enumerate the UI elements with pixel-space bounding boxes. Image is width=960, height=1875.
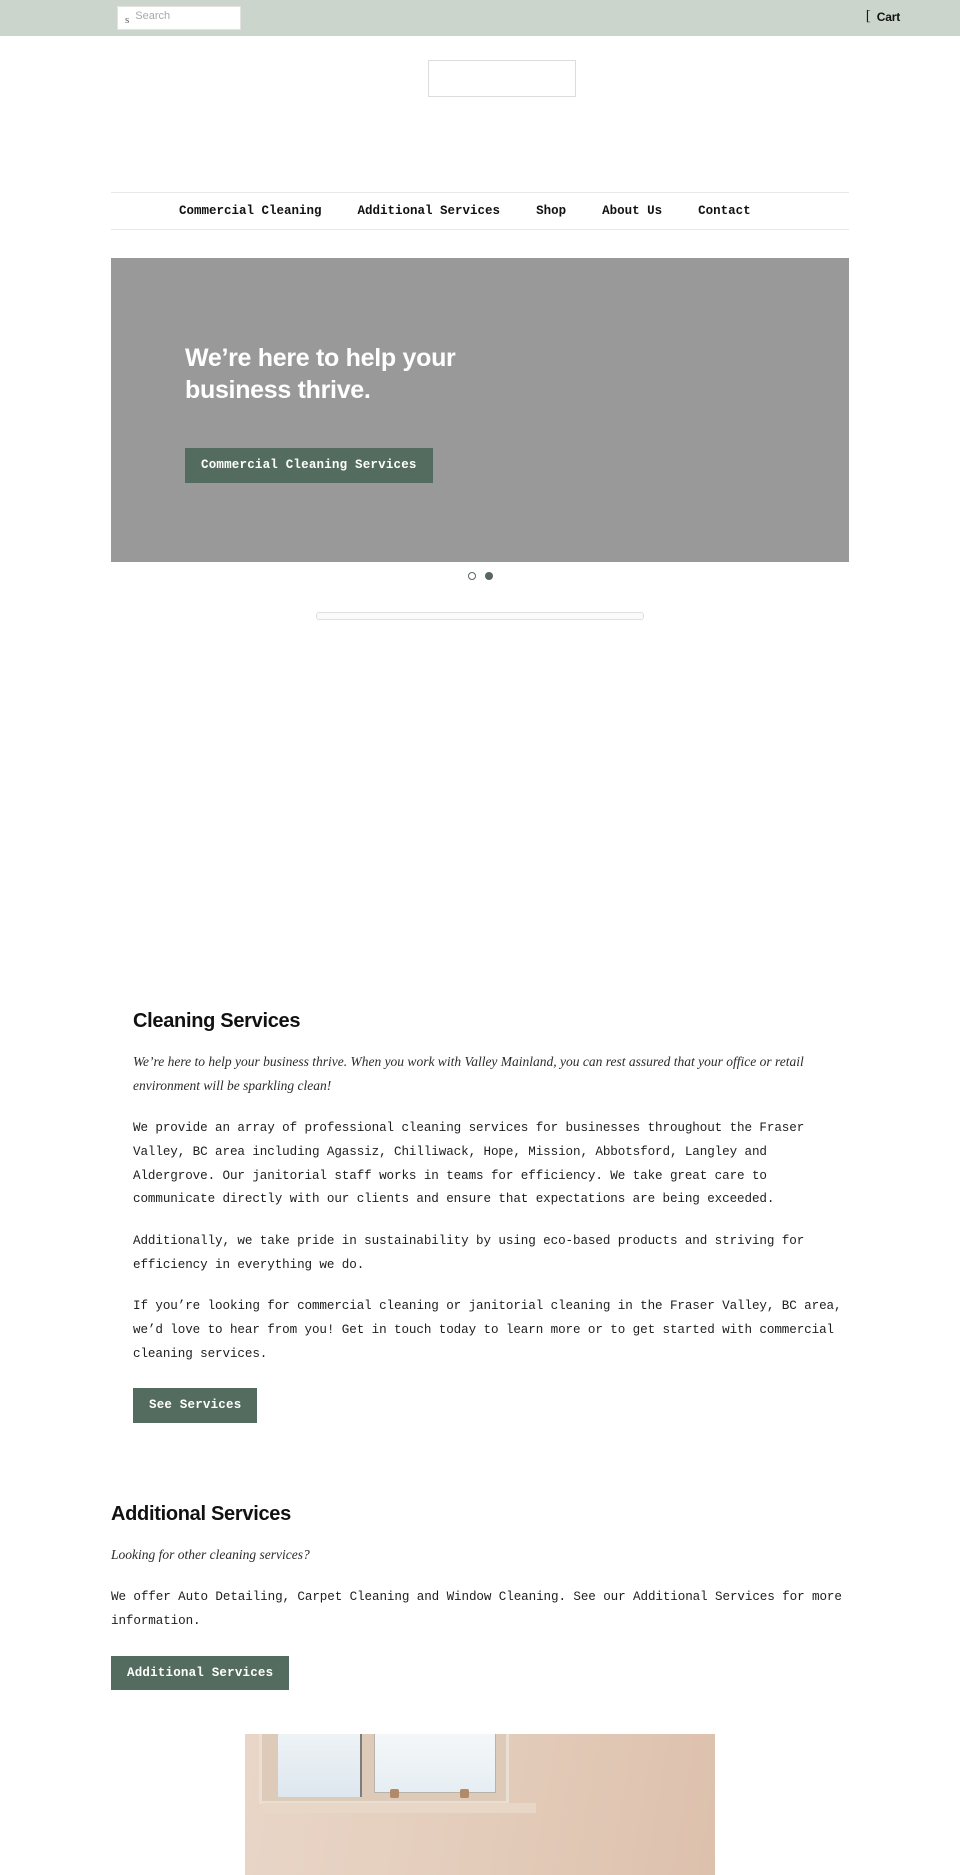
hero-title-line-1: We’re here to help your bbox=[185, 344, 456, 372]
hero-title-line-2: business thrive. bbox=[185, 376, 371, 404]
cleaning-services-paragraph-2: Additionally, we take pride in sustainability by using eco-based products and striving for efficiency in everything we do. bbox=[133, 1233, 805, 1272]
empty-embed-region bbox=[0, 620, 960, 1010]
cleaning-services-paragraph-3: If you’re looking for commercial cleaning or janitorial cleaning in the Fraser Valley, BC area, we’d love to hear from you! Get in touch today to learn more or to get started with commercial cleaning services. bbox=[133, 1299, 842, 1361]
search-icon: s bbox=[125, 14, 130, 26]
main-navigation bbox=[111, 192, 849, 230]
additional-services-title: Additional Services bbox=[111, 1502, 291, 1525]
horizontal-scrollbar[interactable] bbox=[316, 612, 644, 620]
photo-window-latch-1 bbox=[390, 1789, 399, 1798]
nav-item-additional-services[interactable]: Additional Services bbox=[357, 204, 501, 218]
nav-item-about-us[interactable]: About Us bbox=[602, 204, 663, 218]
hero-dot-1[interactable] bbox=[468, 572, 476, 580]
site-logo[interactable] bbox=[428, 60, 576, 97]
photo-window-pane-right bbox=[374, 1734, 496, 1793]
site-header bbox=[0, 36, 960, 192]
additional-services-paragraph-1: We offer Auto Detailing, Carpet Cleaning and Window Cleaning. See our Additional Services for more information. bbox=[111, 1590, 842, 1629]
main-content bbox=[111, 1010, 849, 1875]
hero-cta-button[interactable]: Commercial Cleaning Services bbox=[185, 448, 433, 483]
cleaning-services-title: Cleaning Services bbox=[133, 1010, 301, 1032]
cart-label: Cart bbox=[876, 9, 900, 24]
see-services-button[interactable]: See Services bbox=[133, 1388, 257, 1423]
hero-dot-2[interactable] bbox=[485, 572, 493, 580]
cart-icon: [ bbox=[865, 8, 871, 24]
hero-slider bbox=[111, 258, 849, 590]
section-cleaning-services bbox=[111, 1010, 849, 1423]
cleaning-services-paragraph-1: We provide an array of professional cleaning services for businesses throughout the Fraser Valley, BC area including Agassiz, Chilliwack, Hope, Mission, Abbotsford, Langley and Aldergrove. Our janitorial staff works in teams for efficiency. We take great care to communicate directly with our clients and ensure that expectations are being exceeded. bbox=[133, 1121, 805, 1207]
utility-bar bbox=[0, 0, 960, 36]
additional-services-lede: Looking for other cleaning services? bbox=[111, 1546, 310, 1562]
photo-window-sill bbox=[262, 1803, 536, 1813]
nav-item-contact[interactable]: Contact bbox=[698, 204, 751, 218]
nav-item-commercial-cleaning[interactable]: Commercial Cleaning bbox=[179, 204, 322, 218]
hero-pagination bbox=[111, 562, 849, 590]
photo-window-latch-2 bbox=[460, 1789, 469, 1798]
nav-item-shop[interactable]: Shop bbox=[536, 204, 567, 218]
window-cleaning-photo bbox=[245, 1734, 715, 1875]
hero-slide bbox=[111, 258, 849, 562]
hero-content bbox=[185, 342, 615, 483]
section-additional-services bbox=[111, 1503, 849, 1690]
photo-window-frame bbox=[259, 1734, 509, 1804]
cart-button[interactable] bbox=[866, 9, 900, 24]
cleaning-services-lede: We’re here to help your business thrive. When you work with Valley Mainland, you can rest assured that your office or retail environment will be sparkling clean! bbox=[133, 1054, 804, 1093]
photo-window-pane-left bbox=[278, 1734, 362, 1797]
search-input[interactable] bbox=[129, 10, 229, 26]
additional-services-button[interactable]: Additional Services bbox=[111, 1656, 289, 1691]
horizontal-scrollbar-row bbox=[0, 612, 960, 620]
search-box[interactable] bbox=[117, 6, 241, 30]
